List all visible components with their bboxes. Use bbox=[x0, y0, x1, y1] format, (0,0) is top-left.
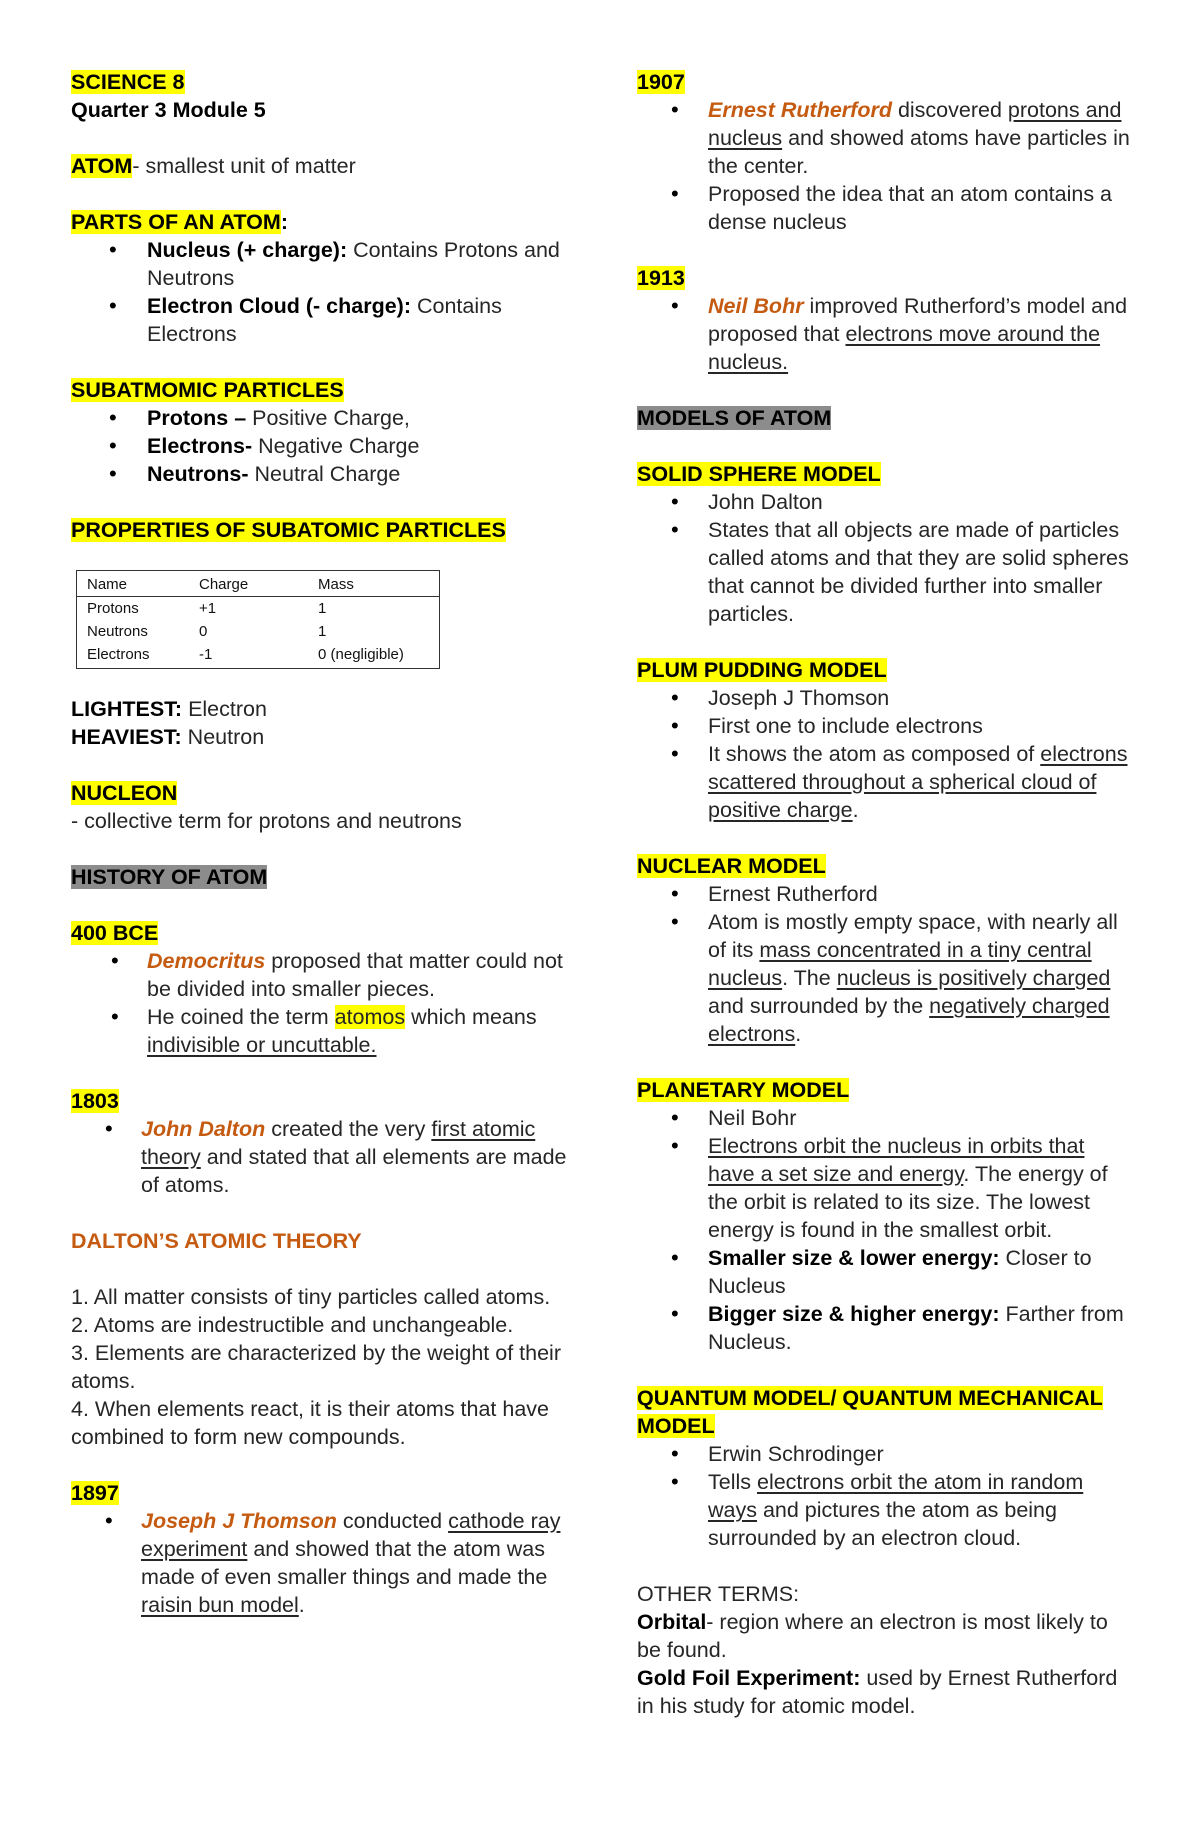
list-item: • First one to include electrons bbox=[637, 712, 1137, 740]
list-item: • It shows the atom as composed of electrons scattered throughout a spherical cloud of positive charge. bbox=[637, 740, 1137, 824]
dalton-point: 1. All matter consists of tiny particles called atoms. bbox=[71, 1285, 551, 1309]
list-item: • Electrons orbit the nucleus in orbits that have a set size and energy. The energy of the orbit is related to its size. The lowest energy is found in the smallest orbit. bbox=[637, 1132, 1137, 1244]
page-subtitle: Quarter 3 Module 5 bbox=[71, 98, 266, 122]
list-item: • Ernest Rutherford discovered protons and nucleus and showed atoms have particles in the center. bbox=[637, 96, 1137, 180]
dalton-list bbox=[71, 1115, 571, 1199]
list-item: • Electron Cloud (- charge): Contains Electrons bbox=[71, 292, 571, 348]
list-item: • Joseph J Thomson conducted cathode ray experiment and showed that the atom was made of even smaller things and made the raisin bun model. bbox=[71, 1507, 571, 1619]
models-heading: MODELS OF ATOM bbox=[637, 406, 832, 430]
list-item: • States that all objects are made of particles called atoms and that they are solid spheres that cannot be divided further into smaller particles. bbox=[637, 516, 1137, 628]
list-item: • Proposed the idea that an atom contains a dense nucleus bbox=[637, 180, 1137, 236]
parts-heading: PARTS OF AN ATOM: bbox=[71, 210, 288, 234]
democritus-list bbox=[77, 947, 571, 1059]
table-row: Electrons -1 0 (negligible) bbox=[87, 646, 404, 663]
year-400-bce: 400 BCE bbox=[71, 921, 159, 945]
year-1907: 1907 bbox=[637, 70, 685, 94]
other-terms-heading: OTHER TERMS: bbox=[637, 1582, 800, 1606]
list-item: • He coined the term atomos which means indivisible or uncuttable. bbox=[77, 1003, 571, 1059]
table-row: Protons +1 1 bbox=[87, 600, 327, 617]
properties-heading: PROPERTIES OF SUBATOMIC PARTICLES bbox=[71, 518, 506, 542]
planetary-list bbox=[637, 1104, 1137, 1356]
orbital-term: Orbital- region where an electron is most likely to be found. bbox=[637, 1610, 1108, 1662]
list-item: • Erwin Schrodinger bbox=[637, 1440, 1137, 1468]
nuclear-list bbox=[637, 880, 1137, 1048]
gold-foil-term: Gold Foil Experiment: used by Ernest Rutherford in his study for atomic model. bbox=[637, 1666, 1118, 1718]
table-header-row: Name Charge Mass bbox=[77, 573, 439, 597]
parts-list bbox=[71, 236, 571, 348]
dalton-point: 2. Atoms are indestructible and unchangeable. bbox=[71, 1313, 514, 1337]
table-row: Neutrons 0 1 bbox=[87, 623, 327, 640]
bohr-list bbox=[637, 292, 1137, 376]
list-item: • Ernest Rutherford bbox=[637, 880, 1137, 908]
list-item: • Neil Bohr improved Rutherford’s model and proposed that electrons move around the nucleus. bbox=[637, 292, 1137, 376]
list-item: • Bigger size & higher energy: Farther from Nucleus. bbox=[637, 1300, 1137, 1356]
list-item: • Neutrons- Neutral Charge bbox=[71, 460, 571, 488]
heaviest-line: HEAVIEST: Neutron bbox=[71, 725, 265, 749]
plum-pudding-list bbox=[637, 684, 1137, 824]
list-item: • Smaller size & lower energy: Closer to Nucleus bbox=[637, 1244, 1137, 1300]
atom-definition: ATOM- smallest unit of matter bbox=[71, 154, 356, 178]
year-1913: 1913 bbox=[637, 266, 685, 290]
list-item: • John Dalton created the very first atomic theory and stated that all elements are made of atoms. bbox=[71, 1115, 571, 1199]
right-column bbox=[637, 68, 1137, 1720]
list-item: • Democritus proposed that matter could not be divided into smaller pieces. bbox=[77, 947, 571, 1003]
rutherford-list bbox=[637, 96, 1137, 236]
year-1897: 1897 bbox=[71, 1481, 119, 1505]
year-1803: 1803 bbox=[71, 1089, 119, 1113]
list-item: • Joseph J Thomson bbox=[637, 684, 1137, 712]
dalton-point: 3. Elements are characterized by the weight of their atoms. bbox=[71, 1341, 561, 1393]
list-item: • Nucleus (+ charge): Contains Protons and Neutrons bbox=[71, 236, 571, 292]
list-item: • Tells electrons orbit the atom in random ways and pictures the atom as being surrounded by an electron cloud. bbox=[637, 1468, 1137, 1552]
left-column bbox=[71, 68, 571, 1619]
plum-pudding-heading: PLUM PUDDING MODEL bbox=[637, 658, 887, 682]
particles-list bbox=[71, 404, 571, 488]
list-item: • Electrons- Negative Charge bbox=[71, 432, 571, 460]
dalton-theory-heading: DALTON’S ATOMIC THEORY bbox=[71, 1229, 362, 1253]
lightest-line: LIGHTEST: Electron bbox=[71, 697, 267, 721]
list-item: • John Dalton bbox=[637, 488, 1137, 516]
list-item: • Atom is mostly empty space, with nearly all of its mass concentrated in a tiny central nucleus. The nucleus is positively charged and surrounded by the negatively charged electrons. bbox=[637, 908, 1137, 1048]
dalton-point: 4. When elements react, it is their atoms that have combined to form new compounds. bbox=[71, 1397, 549, 1449]
quantum-list bbox=[637, 1440, 1137, 1552]
quantum-heading: QUANTUM MODEL/ QUANTUM MECHANICAL MODEL bbox=[637, 1386, 1103, 1438]
planetary-heading: PLANETARY MODEL bbox=[637, 1078, 850, 1102]
nucleon-definition: - collective term for protons and neutrons bbox=[71, 809, 462, 833]
nuclear-heading: NUCLEAR MODEL bbox=[637, 854, 826, 878]
solid-sphere-heading: SOLID SPHERE MODEL bbox=[637, 462, 881, 486]
particles-table bbox=[76, 570, 440, 669]
history-heading: HISTORY OF ATOM bbox=[71, 865, 268, 889]
thomson-list bbox=[71, 1507, 571, 1619]
solid-sphere-list bbox=[637, 488, 1137, 628]
list-item: • Protons – Positive Charge, bbox=[71, 404, 571, 432]
nucleon-heading: NUCLEON bbox=[71, 781, 178, 805]
subatomic-heading: SUBATMOMIC PARTICLES bbox=[71, 378, 344, 402]
page-title: SCIENCE 8 bbox=[71, 70, 185, 94]
list-item: • Neil Bohr bbox=[637, 1104, 1137, 1132]
